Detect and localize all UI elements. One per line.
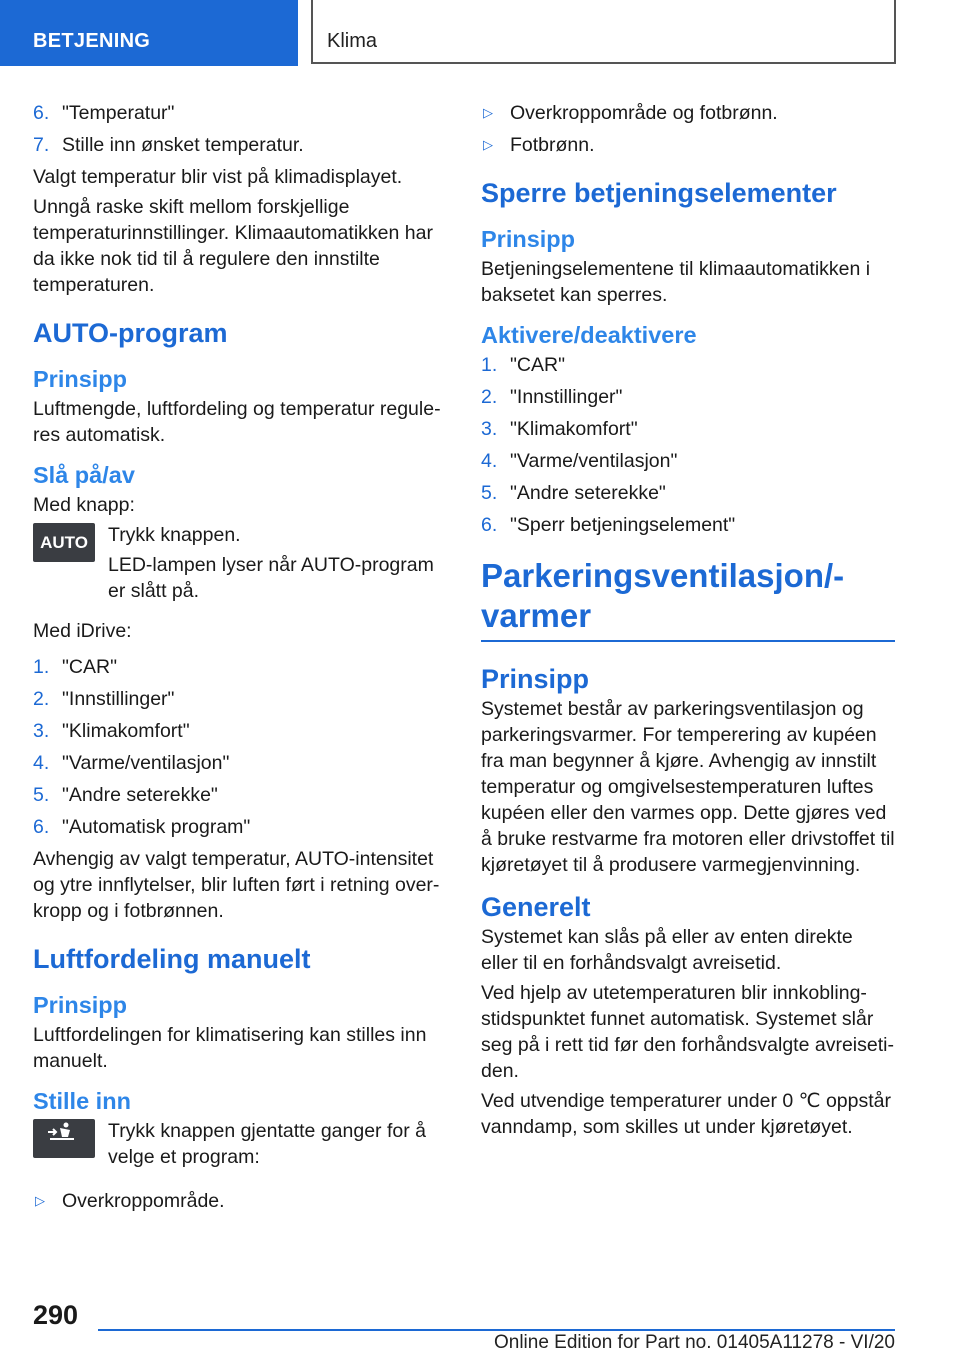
paragraph: Luftfordelingen for klimatisering kan stilles inn manuelt. (33, 1024, 427, 1072)
paragraph: Trykk knappen. (108, 524, 241, 546)
paragraph: Trykk knappen gjentatte ganger for å velge et program: (108, 1120, 426, 1168)
steps-idrive (33, 654, 443, 840)
list-item: 6. "Temperatur" (33, 102, 175, 124)
heading-parkeringsventilasjon: Parkeringsventilasjon/-varmer (481, 556, 895, 642)
paragraph: Luftmengde, luftfordeling og temperatur reguleres automatisk. (33, 398, 441, 446)
paragraph: Valgt temperatur blir vist på klimadisplayet. (33, 166, 403, 188)
heading-prinsipp: Prinsipp (33, 992, 128, 1018)
auto-button-row (33, 522, 443, 604)
list-item: 5. "Andre seterekke" (33, 784, 218, 806)
paragraph: LED-lampen lyser når AUTO-program er slått på. (108, 554, 434, 602)
heading-slaa-paa-av: Slå på/av (33, 462, 135, 488)
edition-footer: Online Edition for Part no. 01405A11278 - VI/20 (493, 1332, 895, 1353)
paragraph: Med iDrive: (33, 620, 132, 642)
heading-prinsipp: Prinsipp (481, 226, 576, 252)
list-item: ▷ Fotbrønn. (483, 134, 595, 156)
paragraph: Ved utvendige temperaturer under 0 ℃ oppstår vanndamp, som skilles ut under kjøretøyet. (481, 1090, 891, 1138)
heading-prinsipp: Prinsipp (33, 366, 128, 392)
list-item: 6. "Automatisk program" (33, 816, 251, 838)
heading-luftfordeling: Luftfordeling manuelt (33, 944, 311, 974)
list-item: ▷ Overkroppområde og fotbrønn. (483, 102, 778, 124)
list-item: 7. Stille inn ønsket temperatur. (33, 134, 304, 156)
paragraph: Unngå raske skift mellom forskjellige temperaturinnstillinger. Klimaautomatikken har da ikke nok tid til å regulere den innstilte temperaturen. (33, 196, 433, 296)
chapter-tab: Klima (311, 0, 896, 64)
program-bullets (33, 1188, 443, 1214)
steps-sperre (481, 352, 895, 538)
paragraph: Avhengig av valgt temperatur, AUTO-intensitet og ytre innflytelser, blir luften ført i retning overkropp og i fotbrønnen. (33, 848, 440, 922)
page-number: 290 (33, 1300, 79, 1330)
list-item: 6. "Sperr betjeningselement" (481, 514, 736, 536)
steps-temperature (33, 100, 443, 158)
list-item: 1. "CAR" (481, 354, 566, 376)
list-item: 1. "CAR" (33, 656, 118, 678)
heading-sperre: Sperre betjeningselementer (481, 178, 837, 208)
list-item: 5. "Andre seterekke" (481, 482, 666, 504)
program-bullets (481, 100, 895, 158)
list-item: 4. "Varme/ventilasjon" (33, 752, 230, 774)
list-item: 2. "Innstillinger" (481, 386, 623, 408)
list-item: 4. "Varme/ventilasjon" (481, 450, 678, 472)
heading-prinsipp: Prinsipp (481, 664, 590, 694)
heading-generelt: Generelt (481, 892, 591, 922)
list-item: ▷ Overkroppområde. (35, 1190, 225, 1212)
heading-auto-program: AUTO-program (33, 318, 228, 348)
list-item: 2. "Innstillinger" (33, 688, 175, 710)
airflow-button-icon (33, 1119, 95, 1158)
paragraph: Systemet kan slås på eller av enten direkte eller til en forhåndsvalgt avreisetid. (481, 926, 853, 974)
airflow-button-row (33, 1118, 443, 1178)
heading-stille-inn: Stille inn (33, 1088, 131, 1114)
footer-divider (98, 1329, 895, 1331)
paragraph: Med knapp: (33, 494, 135, 516)
heading-aktivere: Aktivere/deaktivere (481, 322, 697, 348)
paragraph: Ved hjelp av utetemperaturen blir innkoblingstidspunktet funnet automatisk. Systemet slår seg på i rett tid før den forhåndsvalgte avreisetiden. (481, 982, 894, 1082)
paragraph: Betjeningselementene til klimaautomatikken i baksetet kan sperres. (481, 258, 871, 306)
page-header (0, 0, 960, 66)
left-column (33, 100, 443, 1220)
section-tab: BETJENING (0, 0, 298, 66)
airflow-icon (44, 1119, 84, 1145)
list-item: 3. "Klimakomfort" (33, 720, 190, 742)
paragraph: Systemet består av parkeringsventilasjon og parkeringsvarmer. For temperering av kupéen fra man begynner å kjøre. Avhengig av innstilt temperatur og omgivelsestemperaturen luftes kupéen eller den varmes opp. Dette gjøres ved å bruke restvarme fra motoren eller drivstoffet til kjøretøyet til å produsere varmegjenvinning. (481, 698, 895, 876)
right-column (481, 100, 895, 1144)
list-item: 3. "Klimakomfort" (481, 418, 638, 440)
auto-button-icon: AUTO (33, 523, 95, 562)
